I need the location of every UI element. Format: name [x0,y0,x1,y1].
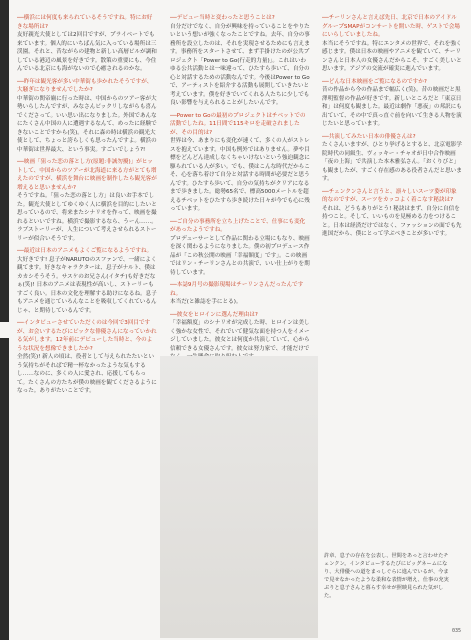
interview-answer: 世界は今、あまりにも変化が速くて、多くの人がストレスを抱えています。中国も例外ではありません。夢や目標をどんどん達成しなくちゃいけないという強迫観念に駆られている人が多い。でも、僕はこんな時代だからこそ、心を落ち着けて自分と対話する時間が必要だと思うんです。ひたすら歩いて、自分の気持ちがクリアになるまで歩きました。総勢65名で、標高5000メートルを超えるチベットをひたすら歩き続けた日々が今でも心に残っています。 [170,138,310,212]
interview-answer: プロデューサーとして作品に関わる立場にもなり、映画を深く関わるようになりました。僕の初プロデュース作品が「この秋公開の映画「幸福額度」です」。この映画ではリン・チーリンさんとの共演で、いい仕上がりを期待しています。 [170,235,310,276]
interview-question: ──最近は日本のアニメもよくご覧になるようですね。 [17,248,153,254]
interview-question: ──横浜には何度も来られているそうですね。特にお好きな場所は? [17,15,153,30]
interview-answer: それは、どうもありがとう! 秘訣はまず、自分に自信を持つこと。そして、いいものを見極める力をつけること。日本は経済だけではなく、ファッションの面でも先進国だから、僕にとって学ぶべきことが多いです。 [322,205,462,237]
text-column-3 [322,14,462,354]
interview-question: ──デビュー当時と変わったと思うことは? [170,15,275,21]
interview-question: ──チーリンさんと言えば先日、北京で日本のアイドルグループSMAPがコンサートを開いた時、ゲストで会場にいらしていましたね。 [322,15,460,38]
interview-answer: 本当にそうですね。特にエンタメの世界で、それを強く感じます。僕は日本の映画やアニメを観ていて、チーリンさんと日本人の女優さんだからこそ、すごく美しいと思います。アジアの交流が確実に進んでいます。 [322,40,462,72]
interview-answer: 昔の作品から今の作品まで幅広く(笑)。昔の映画だと黒澤明監督の作品が好きです。新しいところだと「東京日和」は何度も観ました。最近は劇作「悪夜」の邦訳にも出ていて、その中で真っ直ぐ前を向いて生きる人物を演じたいと思っています。 [322,87,462,127]
interview-answer: 自分だけでなく、自分が興味を持っていることをやりたいという想いが強くなったことですね。去年、自分の事務所を設立したのは、それを実現させるためにも言えます。事務所をスタートさせて、まず手掛けたのが公共プロジェクト「Power to Go(行走的力量)」。これはいわゆる公共活動とは一味違って、ひたすら歩いて、自分の心と対話するための活動なんです。今後はPower to Goで、アーティストを紹介する活動も展開していきたいと考えています。僕を好きでいてくれる人たちに少しでも良い影響を与えられることがしたいんです。 [170,23,310,106]
interview-answer: 全然(笑)! 新人の頃は、役者として与えられたたいという気持ちがそればで精一杯なかったような気もするし……なのに、多くの人に愛され、応援してもらって。たくさんの方たちが僕の映画を観てくださるようになった。ありがたいことです。 [17,354,157,394]
page-number: 035 [452,628,462,634]
interview-answer: 「幸福額度」のシナリオが完成した時、ヒロインは美しく強かな女性で、それでいて健気な面を持つ人をイメージしていました。彼女とは何度か共演していて、心から信頼できる女優さんです。彼女は努力家で、才能だけで [170,320,310,352]
interview-question: ──インタビューさせていただくのは今回で3回目ですが、お会いするたびにビックな俳優さんになっていかれる気がします。12年前にデビューした当時と、今のような状況を想像できましたか? [17,320,157,352]
interview-answer: 大好きです! 息子がNARUTOのスファンで、一緒によく観てます。好きなキャラクターは、息子がナルト、僕はカカシそうそう。サスケのお兄さん(イタチ)も好きだなぁ(笑)! 日本のアニメは表現性が高いし、ストーリーもすごく良い。日本の文化を理解する助けになるね。息子もアニメを通じていろんなことを吸収してくれているんじゃ、と期待しているんです。 [17,256,157,314]
photo-caption: 許章、息子の存在を公表し、世間をあっと言わせたチェンクン。インタビューするたびにビッグネームになり、大俳優への道をまっしぐらに進んでいるが、今まで見せなかったような柔和な表情が増え、仕事の充実ぶりと息子さんと暮らす幸せが照映見られた気がした。 [324,553,449,599]
page-edge-bar [0,0,9,640]
interview-question: ──Power to Goの最初のプロジェクトはチベットでの活動でしたね。11日間で115キロを走破されましたが、その目的は? [170,112,306,136]
interview-question: ──映画「狙った恋の落とし方(原題:非誠勿擾)」がヒットして、中国からのツアーが北海道に来る方がとても増えたのですが、横浜を舞台に映画を制作したら観光客が増えると思いませんか? [17,159,157,191]
interview-answer: そうですね。「狙った恋の落とし方」は良いお手本でした。観光大使としてゆくゆく人に横浜を目的にしたいと思っているので、将来またシナリオを作って、映画を撮れるといいですね。横浜で撮影するなら、うーん……。ラブストーリーが、人生について考えさせられるストーリーが似合いそうです。 [17,193,157,242]
interview-question: ──本誌9月号の撮影現場はチーリンさんだったんですね。 [170,282,304,297]
interview-question: ──ご自分の事務所を立ち上げたことで、仕事にも変化があったようですね。 [170,218,306,233]
interview-answer: たくさんいますが、ひとり挙げるとすると、北京電影学院時代の同級生、ヴィッキー・チャオが日中合作映画「夜の上海」で共演した本木雅弘さん。「おくりびと」も観ましたが、すごく存在感のある役者さんだと思います。 [322,142,462,182]
text-column-2 [170,14,310,359]
interview-answer: 中華街の関帝廟に行った時は、中国からのツアー客が大勢いらしたんですが、みなさんビックリしながらも喜んでくださって。いい思い出になりました。外国であんなにたくさん中国の人に遭遇するなんて、めったに経験できないことですから(笑)。それに森の時は横浜の観光大使として、ちょっと誇らしくも思ったんですよ。横浜の中華街は世界最大、という事実。すごいでしょう?! [17,95,157,153]
interview-question: ──どんな日本映画をご覧になるのですか? [322,78,427,85]
interview-question: ──共演してみたい日本の俳優さんは? [322,133,416,140]
interview-answer: 友好親光大使としては2回目ですが、プライベートでも来ています。個人的にいちばん気に入っている場所は三渓園。それと、昔ながらの建物と新しい高層ビルが調和している港辺の風景を好きです。散策の重要にも、今住んでいる北京にも海がないので心癒されるのかな。 [17,32,157,72]
interview-answer: 本当だ(と雑誌を手にとる)。 [170,299,242,305]
page-edge-gap [0,322,9,338]
interview-question: ──チェンクンさんと言うと、凛々しいスーツ姿が印象的なのですが、スーツをカッコよく着こなす秘訣は? [322,188,457,203]
interview-question: ──昨年は観光客が多い中華街も歩かれたそうですが、大騒ぎになりませんでしたか? [17,78,153,93]
portrait-photo [160,356,318,638]
interview-question: ──彼女をヒロインに選んだ理由は? [170,311,258,318]
text-column-1 [17,14,157,624]
